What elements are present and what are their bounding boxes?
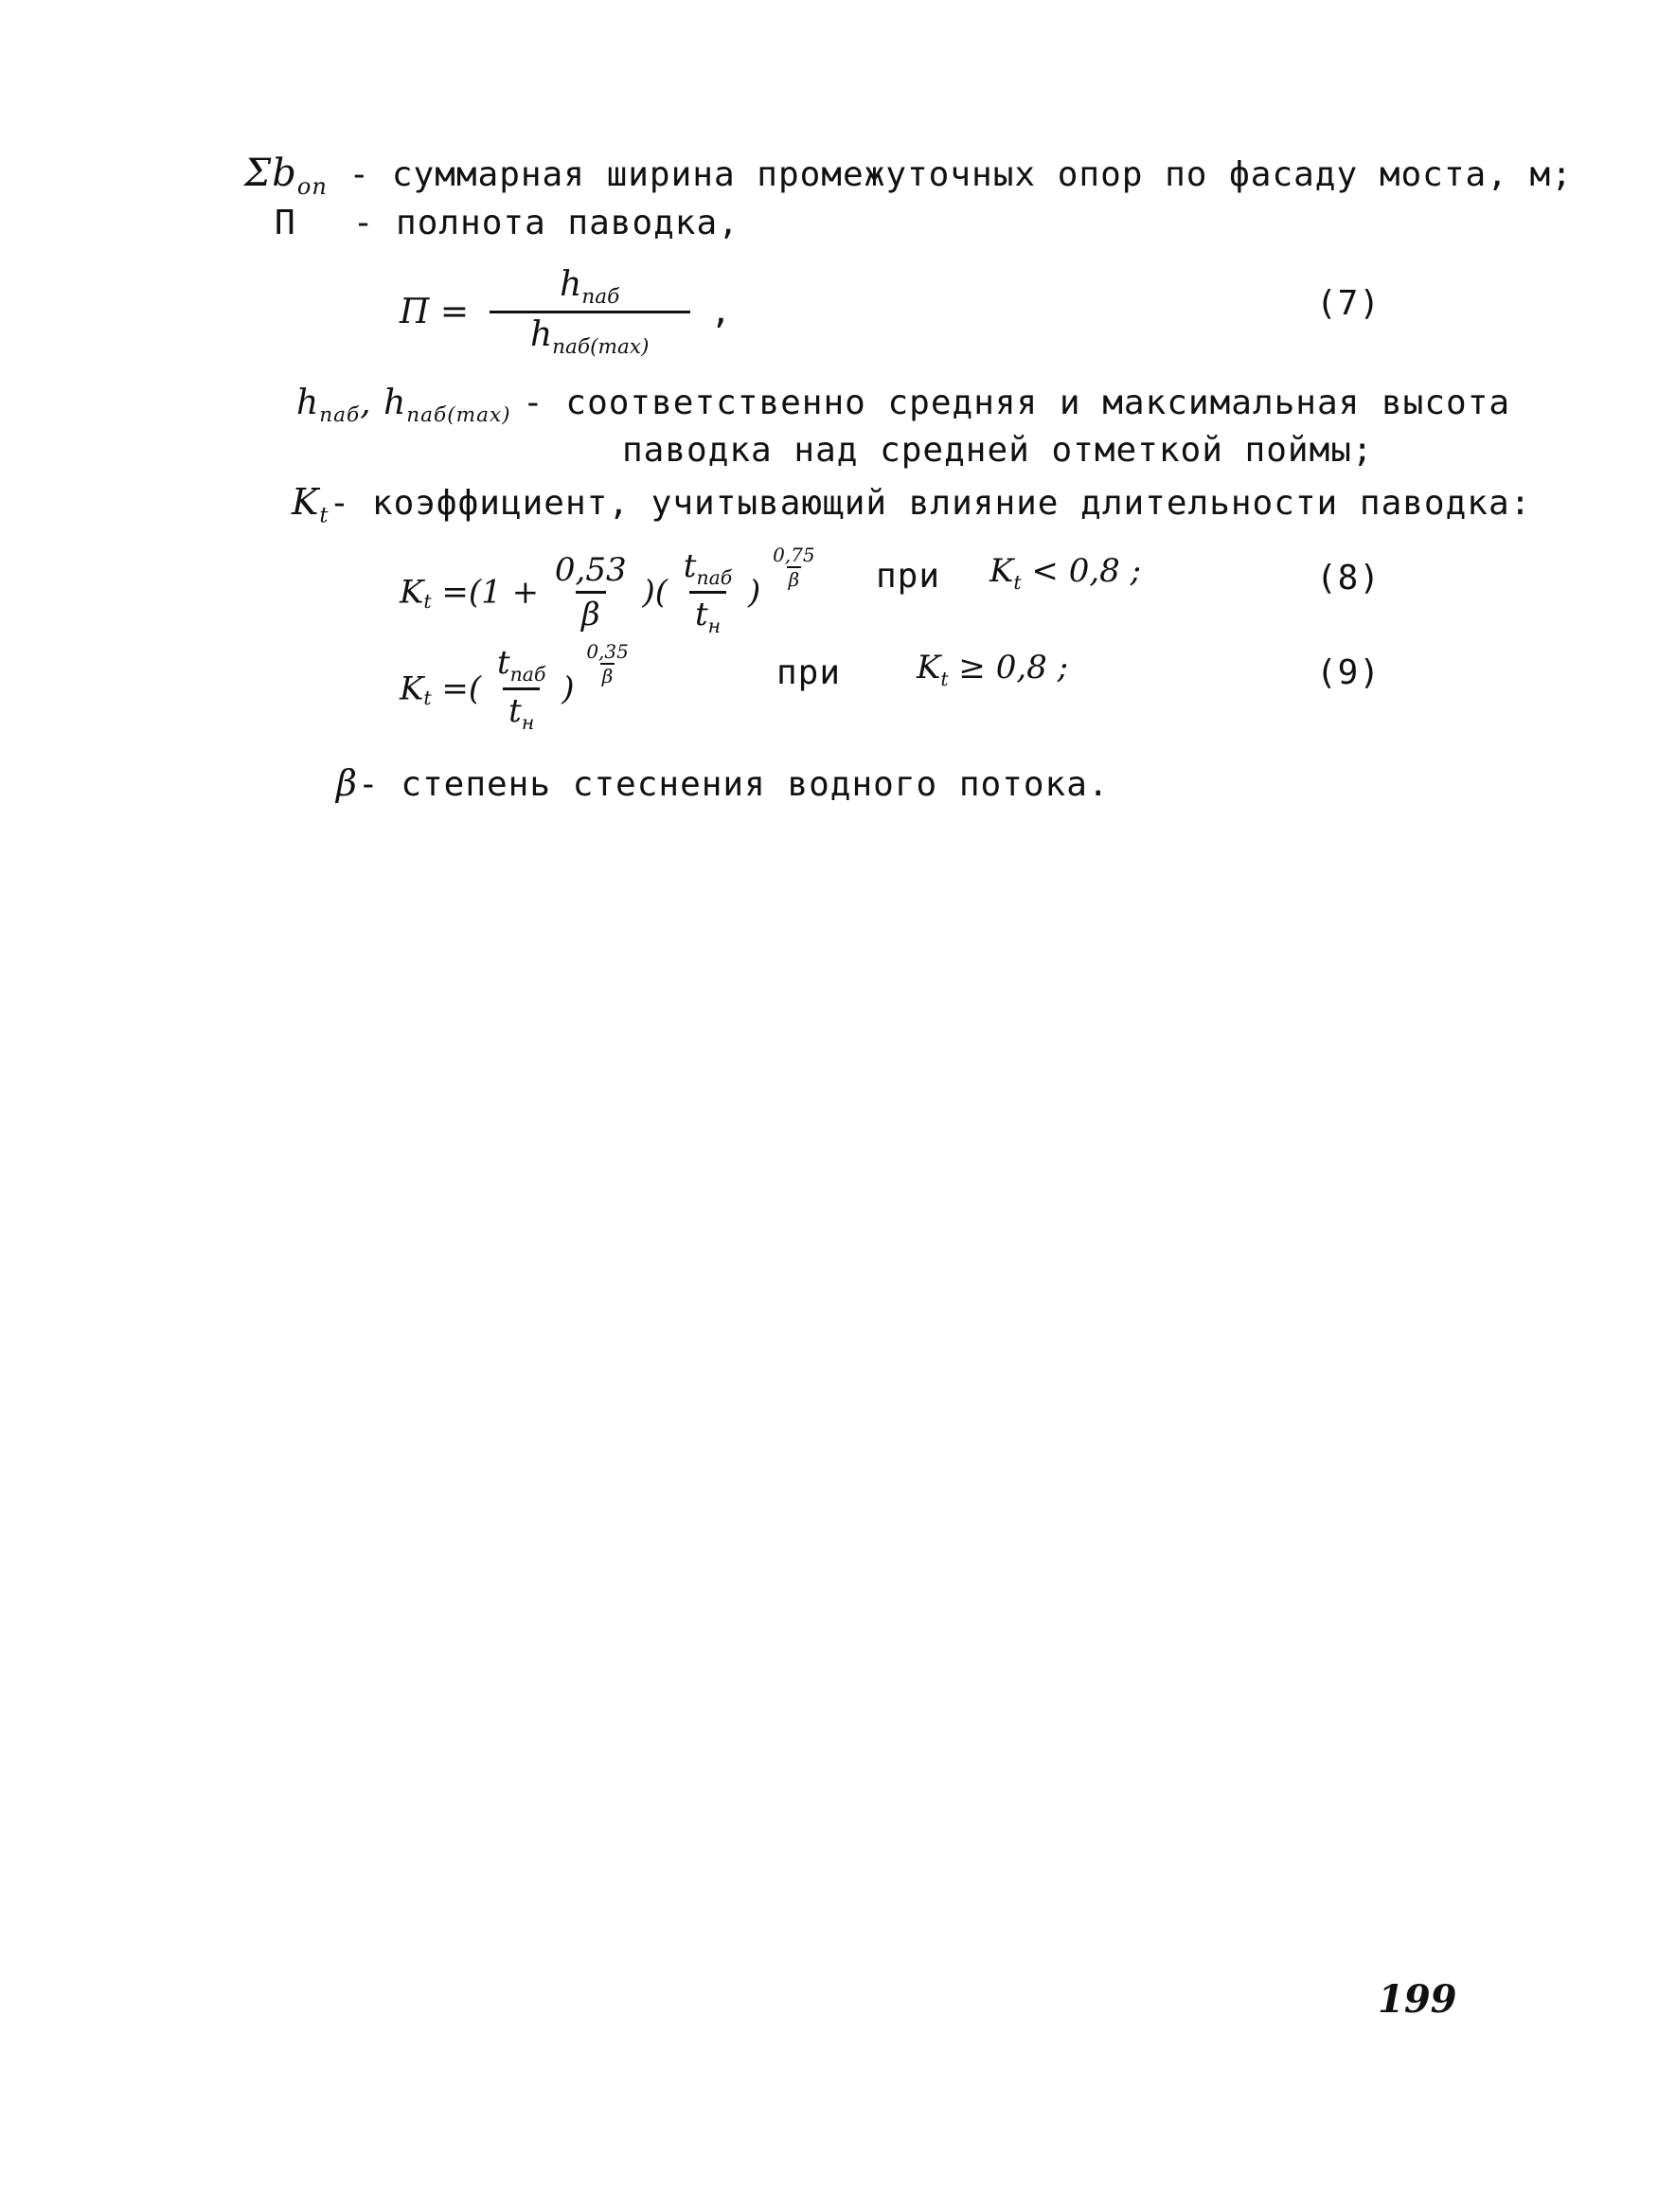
h-symbols [296, 384, 523, 428]
eq8-condition [989, 552, 1141, 594]
h-description-line2: паводка над средней отметкой поймы; [622, 431, 1374, 470]
eq9-exp-num: 0,35 [586, 640, 629, 663]
eq9-t-fraction [491, 644, 551, 734]
definition-p [275, 204, 740, 242]
page-number: 199 [1378, 1977, 1457, 2022]
eq8-lhs: K [400, 573, 424, 612]
eq8-open: =(1 + [441, 573, 540, 612]
h2-symbol: h [383, 384, 407, 422]
eq7-tail: , [710, 293, 732, 332]
eq9-t-den-sym: t [508, 691, 522, 730]
eq9-t-num-sym: t [497, 644, 510, 682]
eq8-close: )( [642, 573, 668, 612]
eq7-num-h: h [560, 265, 582, 304]
h1-symbol: h [296, 384, 320, 422]
eq8-exp-den: β [788, 568, 800, 591]
equation-8 [400, 544, 817, 637]
eq7-fraction [490, 265, 690, 359]
eq9-number: (9) [1316, 653, 1382, 692]
eq9-t-num-sub: паб [509, 662, 546, 686]
sum-b-symbol [244, 152, 328, 200]
eq8-close2: ) [748, 573, 761, 612]
eq8-t-num-sub: паб [696, 565, 733, 589]
definition-beta [336, 762, 1110, 804]
eq9-condition [917, 649, 1068, 690]
eq8-cond-sub: t [1013, 570, 1022, 594]
eq9-t-den [503, 687, 540, 734]
eq8-t-num [678, 547, 738, 591]
eq9-when: при [776, 653, 842, 692]
eq9-exp-den: β [601, 665, 614, 687]
eq8-t-num-sym: t [683, 547, 697, 585]
eq9-t-den-sub: н [521, 710, 535, 734]
eq8-exp-num: 0,75 [773, 544, 815, 566]
eq9-lhs-sub: t [423, 687, 432, 710]
h-separator: , [360, 384, 372, 422]
eq8-coef-num: 0,53 [554, 550, 627, 589]
eq7-denominator [490, 311, 690, 359]
eq8-coef-den: β [576, 591, 606, 633]
eq9-cond-sub: t [940, 667, 949, 690]
k-symbol [292, 481, 330, 528]
eq8-t-den-sub: н [707, 614, 722, 637]
beta-symbol: β [336, 762, 358, 804]
eq8-exponent [771, 544, 817, 591]
equation-9 [400, 640, 631, 734]
eq8-coef-fraction [549, 551, 633, 633]
h2-subscript: паб(max) [406, 403, 511, 428]
h-description-line1: - соответственно средняя и максимальная высота [523, 384, 1511, 422]
equation-7 [400, 265, 731, 359]
eq9-exponent [584, 640, 631, 687]
definition-sum-b [244, 152, 1573, 200]
eq7-numerator [554, 265, 625, 311]
eq9-open: =( [441, 669, 482, 708]
eq8-number: (8) [1316, 559, 1382, 598]
sum-b-subscript: оп [296, 173, 328, 200]
p-symbol: П [275, 204, 296, 242]
p-description: - полнота паводка, [352, 204, 740, 242]
definition-k [292, 481, 1531, 528]
sum-b-symbol-text: Σb [244, 152, 297, 195]
sum-b-description: - суммарная ширина промежуточных опор по фасаду моста, м; [348, 155, 1573, 194]
eq8-lhs-sub: t [423, 590, 432, 614]
eq9-cond-k: K [917, 649, 941, 687]
eq7-den-h: h [529, 315, 553, 355]
eq8-t-fraction [678, 547, 738, 637]
eq9-cond-rest: ≥ 0,8 ; [958, 649, 1069, 687]
eq9-lhs: K [400, 669, 424, 708]
eq8-cond-rest: < 0,8 ; [1031, 552, 1142, 590]
eq7-lhs: П = [400, 293, 470, 332]
eq8-when: при [876, 557, 941, 596]
k-subscript: t [319, 503, 330, 528]
eq9-t-num [491, 644, 551, 687]
eq7-num-sub: паб [581, 285, 620, 310]
eq8-t-den-sym: t [694, 595, 708, 633]
eq7-number: (7) [1316, 284, 1382, 323]
k-symbol-text: K [292, 481, 320, 523]
eq9-close: ) [562, 669, 575, 708]
beta-description: - степень стеснения водного потока. [357, 765, 1110, 804]
eq8-t-den [689, 591, 726, 637]
eq8-cond-k: K [989, 552, 1014, 590]
h1-subscript: паб [319, 403, 361, 428]
k-description: - коэффициент, учитывающий влияние длительности паводка: [329, 484, 1532, 523]
eq7-den-sub: паб(max) [552, 335, 650, 360]
definition-h [296, 384, 1510, 427]
